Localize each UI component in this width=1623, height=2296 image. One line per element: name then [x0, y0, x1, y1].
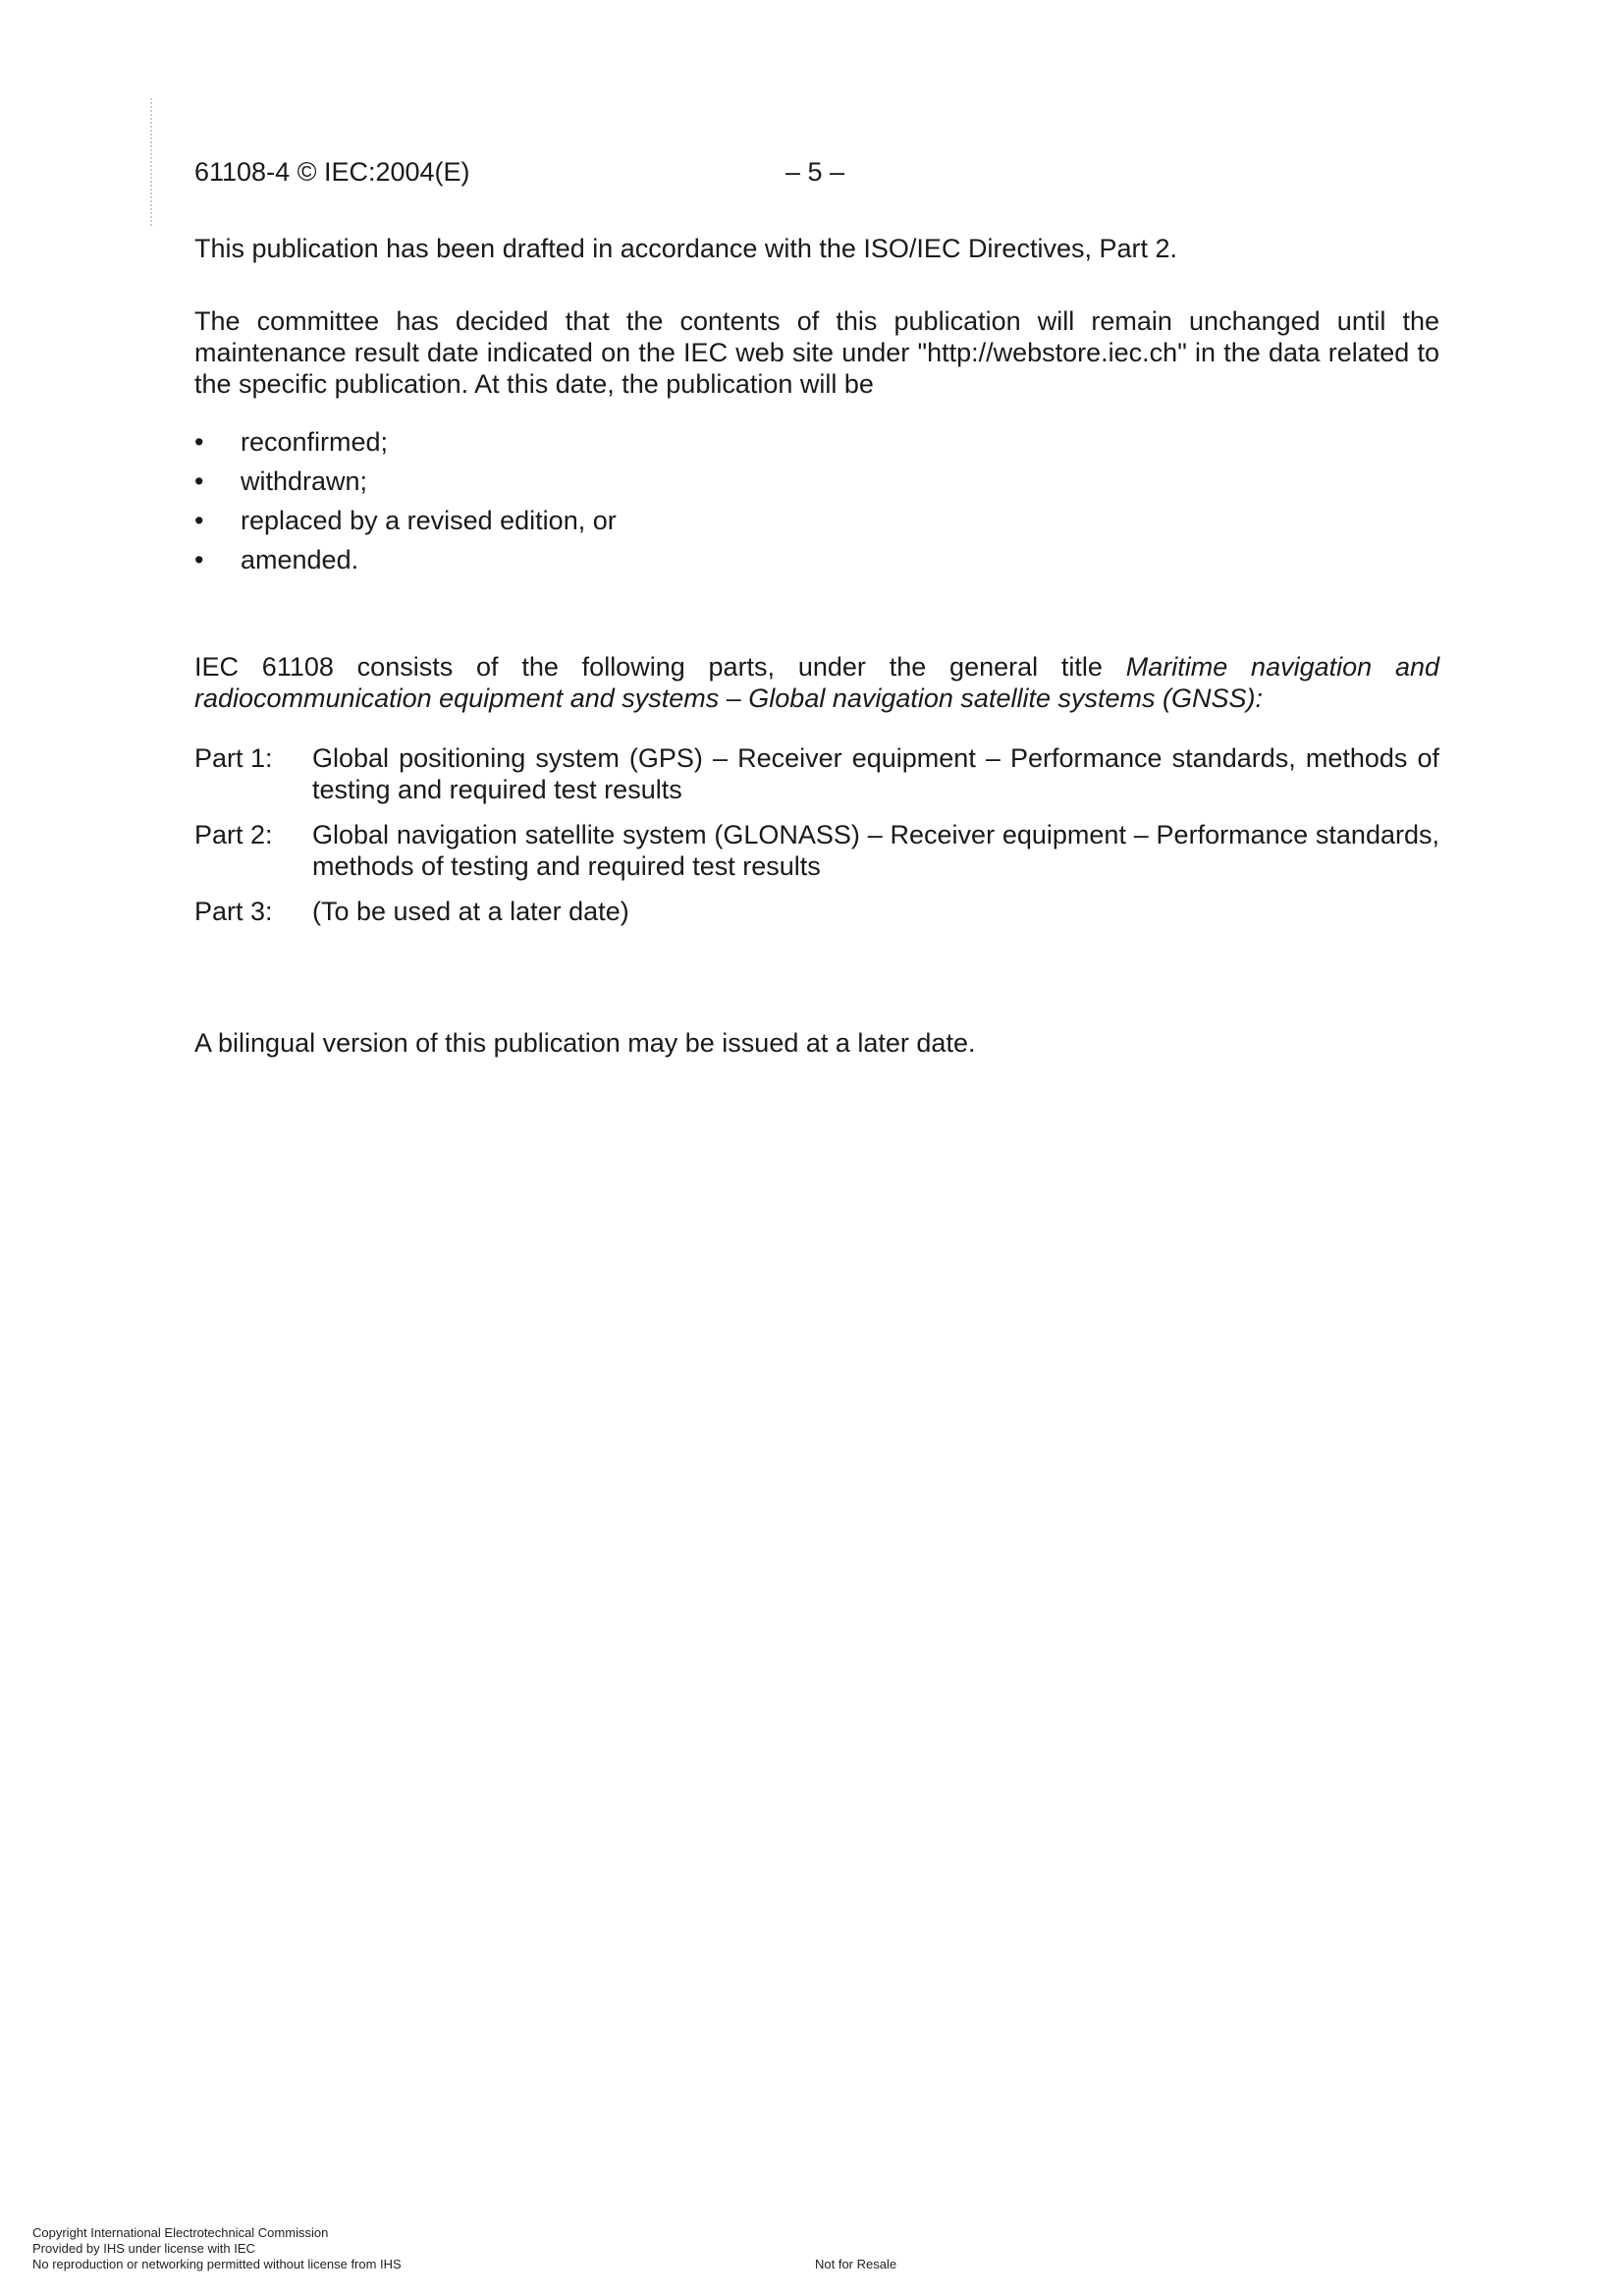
list-item-text: withdrawn; [241, 466, 368, 496]
maintenance-statement: The committee has decided that the contents of this publication will remain unchanged until the maintenance result date indicated on the IEC web site under "http://webstore.iec.ch" in the data related to the specific publication. At this date, the publication will be [194, 306, 1439, 399]
part-row [194, 819, 1439, 882]
part-label: Part 3: [194, 897, 273, 926]
footer-copyright-line: Copyright International Electrotechnical Commission [32, 2225, 329, 2240]
parts-introduction [194, 651, 1439, 714]
maintenance-options-list [194, 426, 1439, 583]
part-label: Part 2: [194, 820, 273, 849]
list-item [194, 426, 1439, 465]
drafting-statement: This publication has been drafted in accordance with the ISO/IEC Directives, Part 2. [194, 234, 1178, 263]
general-title: Maritime navigation and radiocommunication equipment and systems – Global navigation satellite systems (GNSS): [194, 652, 1439, 713]
footer-reproduction-line: No reproduction or networking permitted without license from IHS [32, 2257, 402, 2271]
list-item-text: replaced by a revised edition, or [241, 506, 617, 535]
bilingual-statement: A bilingual version of this publication may be issued at a later date. [194, 1028, 976, 1058]
margin-dotted-rule [150, 98, 155, 226]
list-item [194, 544, 1439, 583]
page-number: – 5 – [785, 157, 845, 187]
list-item-text: reconfirmed; [241, 427, 389, 457]
part-label: Part 1: [194, 743, 273, 773]
footer-license-line: Provided by IHS under license with IEC [32, 2241, 255, 2256]
not-for-resale-notice: Not for Resale [815, 2257, 897, 2271]
list-item [194, 465, 1439, 505]
bullet-icon: • [194, 506, 204, 535]
parts-list [194, 742, 1439, 941]
part-row [194, 742, 1439, 805]
document-identifier: 61108-4 © IEC:2004(E) [194, 157, 470, 187]
list-item [194, 505, 1439, 544]
bullet-icon: • [194, 427, 204, 457]
part-description: Global positioning system (GPS) – Receiver equipment – Performance standards, methods of testing and required test results [312, 743, 1439, 804]
part-description: Global navigation satellite system (GLONASS) – Receiver equipment – Performance standards, methods of testing and required test results [312, 820, 1439, 881]
bullet-icon: • [194, 545, 204, 574]
part-row [194, 896, 1439, 927]
list-item-text: amended. [241, 545, 359, 574]
parts-intro-lead: IEC 61108 consists of the following parts, under the general title [194, 652, 1126, 682]
part-description: (To be used at a later date) [312, 897, 629, 926]
copyright-footer [32, 2225, 402, 2272]
bullet-icon: • [194, 466, 204, 496]
